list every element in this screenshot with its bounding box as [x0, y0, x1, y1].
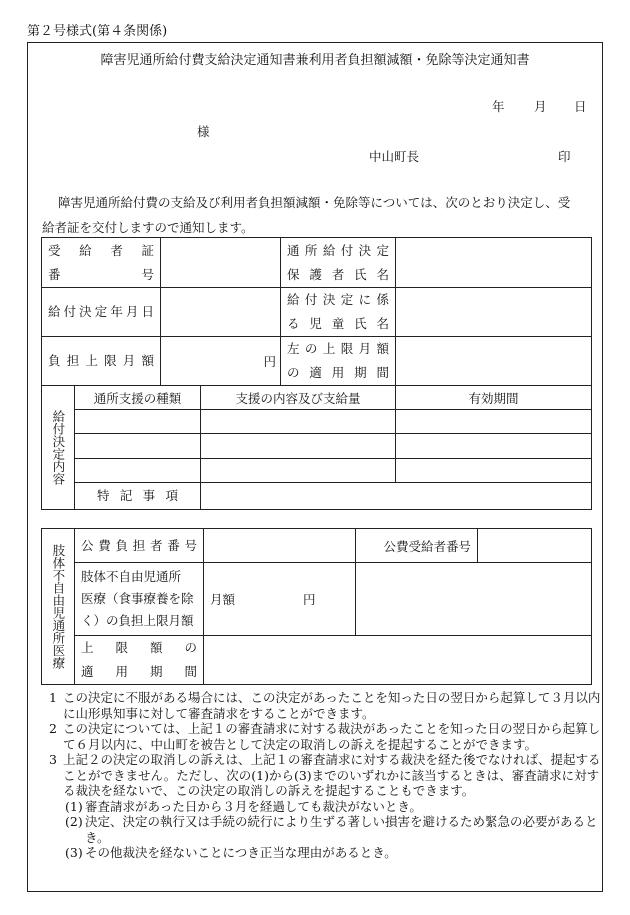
guardian-name-value [396, 238, 592, 288]
remarks-label: 特記事項 [75, 483, 201, 510]
limit-yen: 円 [263, 354, 277, 369]
note-item: 2 この決定については、上記１の審査請求に対する裁決があったことを知った日の翌日から起算して６月以内に、中山町を被告として決定の取消しの訴えを提起することができます。 [49, 721, 601, 752]
seal-mark: 印 [558, 149, 571, 164]
recipient-no-value [478, 529, 592, 563]
medical-limit-extra [356, 563, 592, 636]
support-row-2-content [201, 434, 396, 459]
sub-note-item: (3) その他裁決を経ないことにつき正当な理由があるとき。 [65, 845, 397, 860]
sub-note-item: (1) 審査請求があった日から３月を経過しても裁決がないとき。 [65, 798, 422, 814]
document-title: 障害児通所給付費支給決定通知書兼利用者負担額減額・免除等決定通知書 [100, 53, 530, 68]
remarks-value [201, 483, 592, 510]
sub-note-item: (2) 決定、決定の執行又は手続の続行により生ずる著しい損害を避けるため緊急の必要があるとき。 [65, 814, 598, 845]
recipient-no-label: 公費受給者番号 [356, 529, 478, 563]
limit-period-value [396, 337, 592, 386]
date-day: 日 [574, 99, 587, 114]
decision-content-side-label: 給付決定内容 [42, 386, 75, 510]
date-year: 年 [492, 99, 505, 114]
date-month: 月 [534, 99, 547, 114]
decision-date-label: 給付決定年月日 [42, 288, 161, 337]
payer-no-label: 公費負担者番号 [75, 529, 204, 563]
medical-yen: 円 [303, 592, 316, 607]
limit-label: 負担上限月額 [42, 337, 161, 386]
note-item: 3 上記２の決定の取消しの訴えは、上記１の審査請求に対する裁決を経た後でなければ、提起することができません。ただし、次の(1)から(3)までのいずれかに該当するときは、審査請求に対する裁決を経ないで、この決定の取消しの訴えを提起することもできます。 [49, 752, 601, 798]
medical-table [41, 528, 592, 685]
support-row-1-content [201, 410, 396, 434]
intro-text-line1: 障害児通所給付費の支給及び利用者負担額減額・免除等については、次のとおり決定し、受 [58, 195, 571, 210]
payer-no-value [204, 529, 356, 563]
medical-limit-value [204, 563, 356, 636]
recipient-cert-value [161, 238, 281, 288]
form-label: 第２号様式(第４条関係) [27, 24, 168, 39]
recipient-suffix: 様 [197, 124, 210, 139]
guardian-name-label: 通所給付決定 保護者氏名 [281, 238, 396, 288]
support-row-2-type [75, 434, 201, 459]
medical-period-value [204, 636, 592, 685]
intro-text-line2: 給者証を交付しますので通知します。 [42, 220, 254, 235]
recipient-cert-label: 受給者証 番号 [42, 238, 161, 288]
decision-date-value [161, 288, 281, 337]
col-support-type: 通所支援の種類 [75, 386, 201, 410]
col-support-content: 支援の内容及び支給量 [201, 386, 396, 410]
limit-value [161, 337, 281, 386]
issuer-name: 中山町長 [369, 149, 420, 164]
note-item: 1 この決定に不服がある場合には、この決定があったことを知った日の翌日から起算して３月以内に山形県知事に対して審査請求をすることができます。 [49, 690, 601, 721]
monthly-label: 月額 [210, 592, 236, 607]
support-row-3-period [396, 459, 592, 483]
medical-limit-label: 肢体不自由児通所 医療（食事療養を除 く）の負担上限月額 [75, 563, 204, 636]
support-row-2-period [396, 434, 592, 459]
decision-table [41, 237, 592, 510]
medical-side-label: 肢体不自由児通所医療 [42, 529, 75, 685]
support-row-1-period [396, 410, 592, 434]
support-row-1-type [75, 410, 201, 434]
col-valid-period: 有効期間 [396, 386, 592, 410]
support-row-3-content [201, 459, 396, 483]
limit-period-label: 左の上限月額 の適用期間 [281, 337, 396, 386]
child-name-value [396, 288, 592, 337]
child-name-label: 給付決定に係 る児童氏名 [281, 288, 396, 337]
medical-period-label: 上限額の 適用期間 [75, 636, 204, 685]
support-row-3-type [75, 459, 201, 483]
notes [43, 690, 603, 861]
